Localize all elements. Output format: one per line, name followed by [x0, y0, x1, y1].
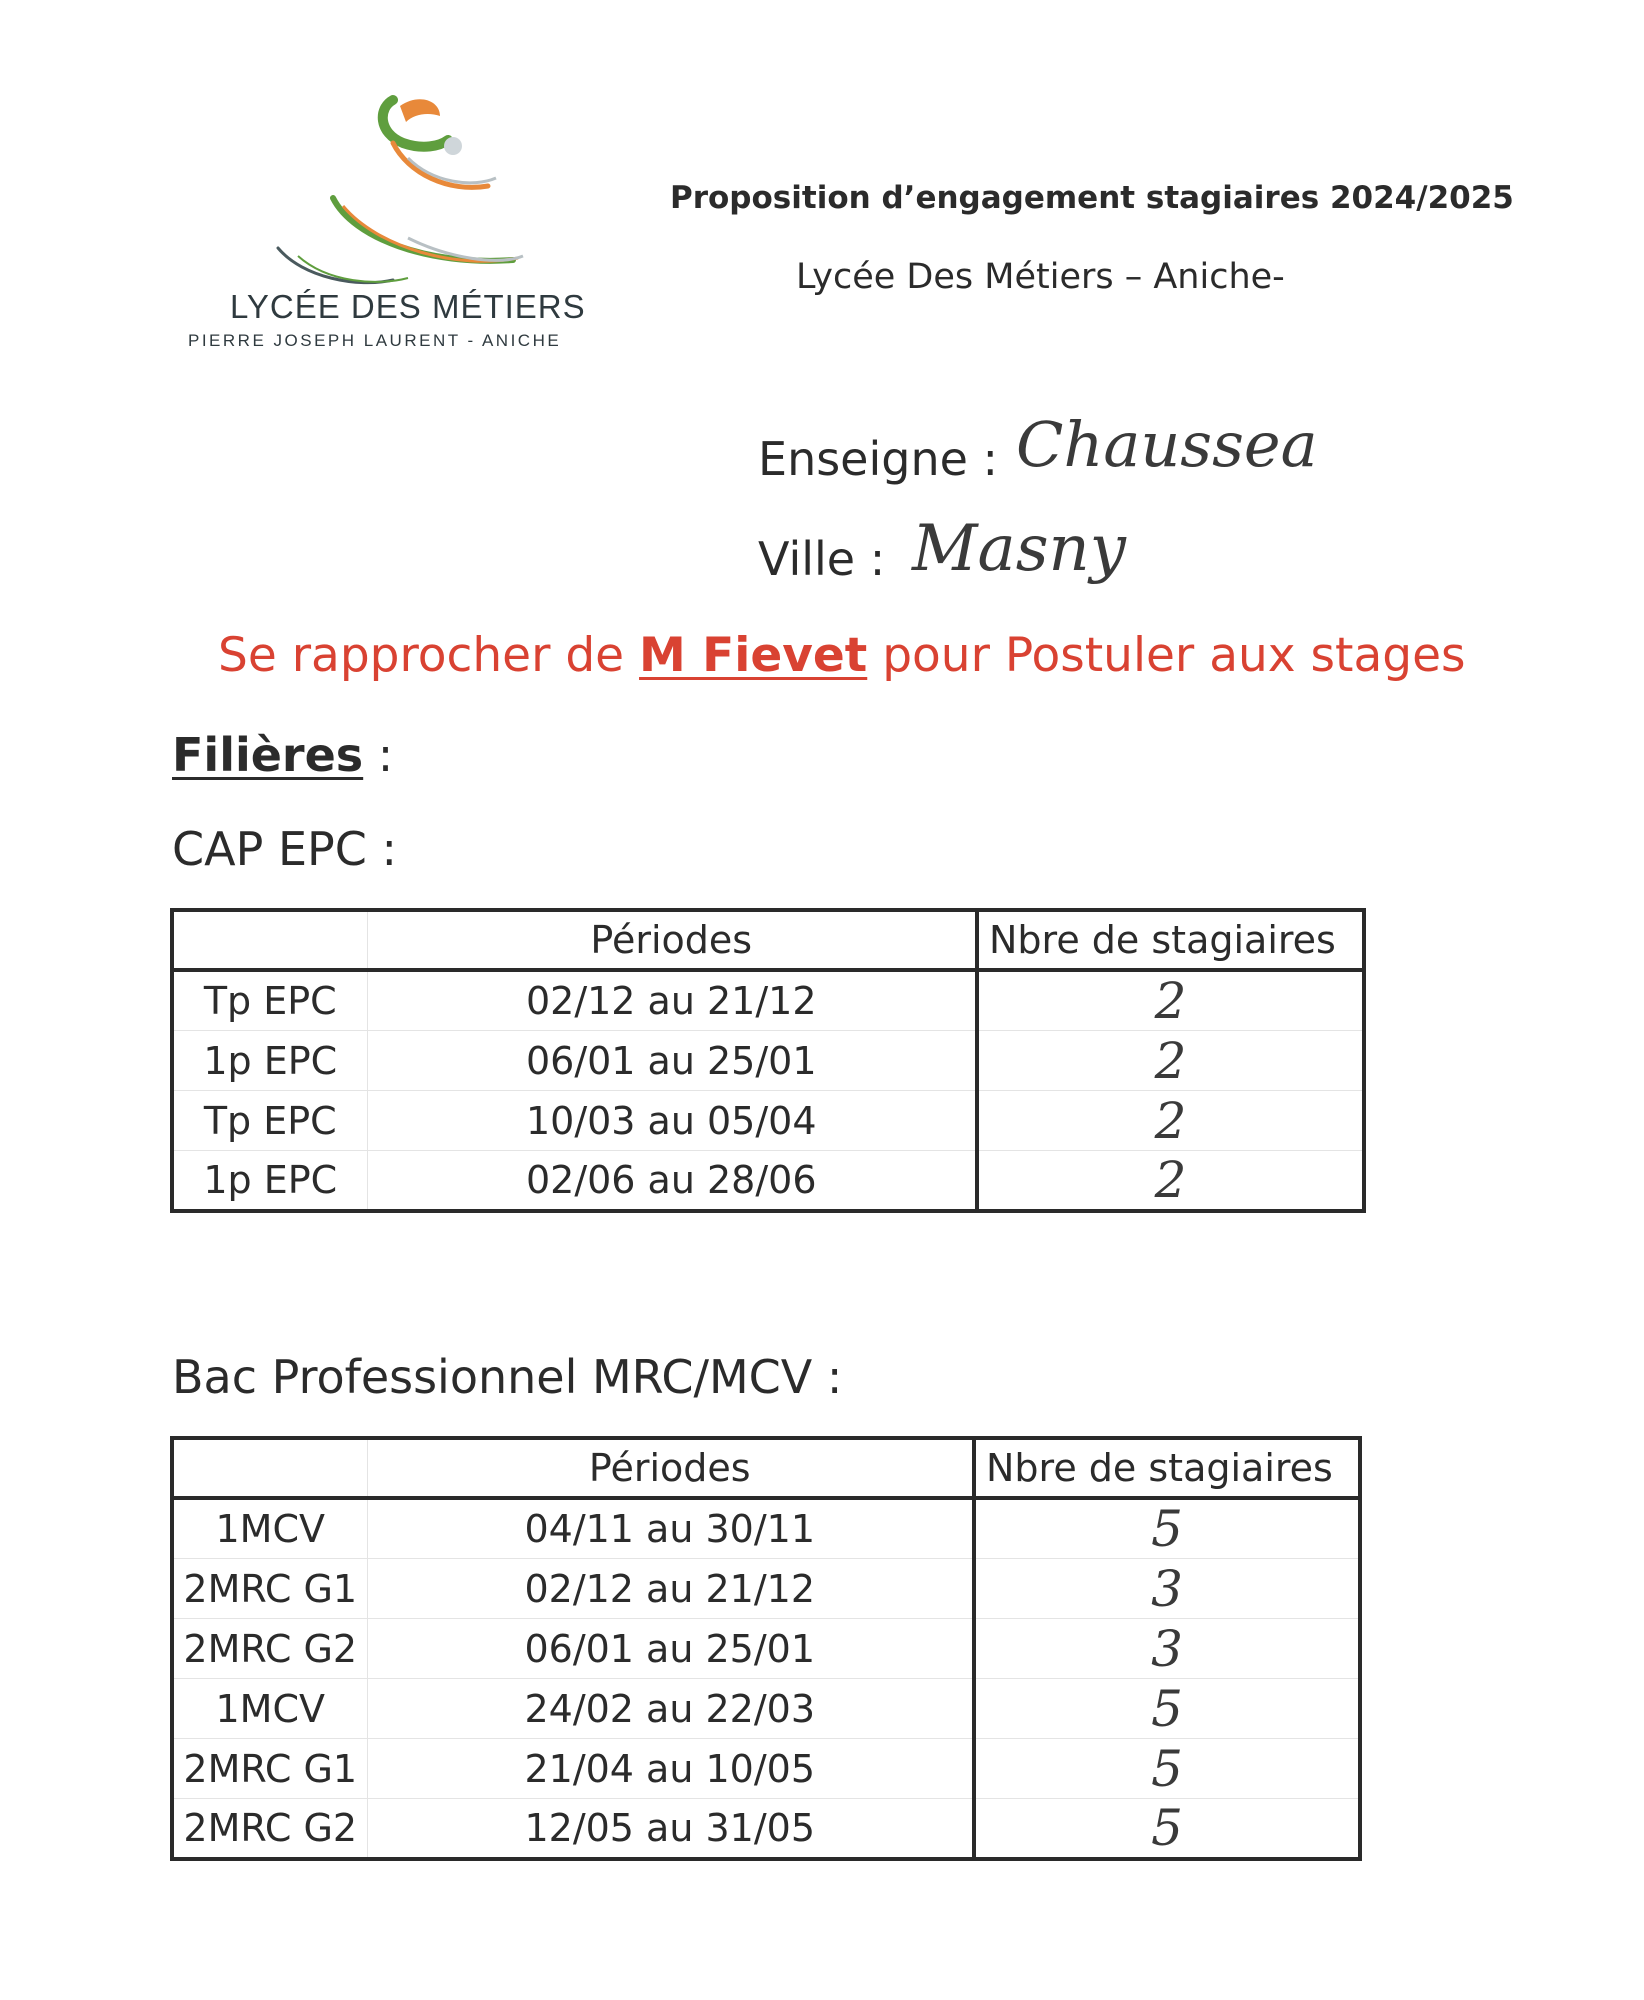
cell-count: 5	[974, 1498, 1360, 1559]
cell-period: 02/12 au 21/12	[525, 979, 817, 1023]
document-title: Proposition d’engagement stagiaires 2024/2025	[670, 180, 1514, 216]
table-bac-pro	[170, 1436, 1362, 1861]
header-cell-nbre: Nbre de stagiaires	[974, 1438, 1360, 1498]
header-cell-periodes: Périodes	[367, 1438, 974, 1498]
logo-swoosh-icon	[178, 88, 598, 288]
cell-period: 02/06 au 28/06	[367, 1151, 977, 1212]
enseigne-value: Chaussea	[1016, 408, 1318, 481]
ville-label: Ville :	[758, 532, 886, 586]
section-title-bac-pro: Bac Professionnel MRC/MCV :	[172, 1350, 843, 1404]
table-row	[172, 1559, 1360, 1619]
table-row	[172, 970, 1364, 1031]
cell-period: 24/02 au 22/03	[367, 1679, 974, 1739]
table-header-row	[172, 910, 1364, 970]
document-subtitle: Lycée Des Métiers – Aniche-	[796, 257, 1285, 297]
cell-count: 2	[977, 1031, 1364, 1091]
cell-count: 3	[974, 1559, 1360, 1619]
contact-notice	[218, 628, 1466, 683]
cell-group: Tp EPC	[172, 1091, 367, 1151]
cell-count: 2	[977, 1151, 1364, 1212]
filieres-heading	[172, 728, 393, 782]
table-row	[172, 1031, 1364, 1091]
table-row	[172, 1151, 1364, 1212]
table-row	[172, 1498, 1360, 1559]
cell-group: 1p EPC	[172, 1151, 367, 1212]
cell-count: 5	[974, 1799, 1360, 1860]
filieres-suffix: :	[363, 728, 394, 782]
cell-group: 1MCV	[172, 1498, 367, 1559]
table-row	[172, 1091, 1364, 1151]
logo-text-main: LYCÉE DES MÉTIERS	[230, 288, 586, 325]
section-title-cap-epc: CAP EPC :	[172, 822, 397, 876]
cell-group: 1MCV	[172, 1679, 367, 1739]
cell-group: 2MRC G1	[172, 1739, 367, 1799]
cell-period: 21/04 au 10/05	[367, 1739, 974, 1799]
cell-count: 2	[977, 970, 1364, 1031]
cell-count: 2	[977, 1091, 1364, 1151]
cell-group: 1p EPC	[172, 1031, 367, 1091]
ville-value: Masny	[912, 512, 1126, 586]
enseigne-label: Enseigne :	[758, 432, 999, 486]
cell-group: Tp EPC	[172, 970, 367, 1031]
header-cell-nbre: Nbre de stagiaires	[977, 910, 1364, 970]
notice-contact-name: M Fievet	[639, 628, 868, 683]
header-cell-periodes: Périodes	[367, 910, 977, 970]
cell-count: 3	[974, 1619, 1360, 1679]
school-logo	[178, 88, 598, 368]
cell-period: 04/11 au 30/11	[524, 1507, 816, 1551]
cell-count: 5	[974, 1739, 1360, 1799]
cell-period: 06/01 au 25/01	[367, 1619, 974, 1679]
table-row	[172, 1619, 1360, 1679]
header-cell-blank	[172, 1438, 367, 1498]
table-row	[172, 1799, 1360, 1860]
cell-count: 5	[974, 1679, 1360, 1739]
notice-text-before: Se rapprocher de	[218, 628, 640, 683]
cell-group: 2MRC G2	[172, 1799, 367, 1860]
header-cell-blank	[172, 910, 367, 970]
cell-period: 12/05 au 31/05	[367, 1799, 974, 1860]
cell-period: 10/03 au 05/04	[367, 1091, 977, 1151]
cell-group: 2MRC G1	[172, 1559, 367, 1619]
cell-period: 02/12 au 21/12	[367, 1559, 974, 1619]
filieres-label: Filières	[172, 728, 364, 782]
notice-text-after: pour Postuler aux stages	[867, 628, 1466, 683]
table-header-row	[172, 1438, 1360, 1498]
table-row	[172, 1739, 1360, 1799]
logo-text-sub: PIERRE JOSEPH LAURENT - ANICHE	[188, 331, 562, 350]
cell-period: 06/01 au 25/01	[367, 1031, 977, 1091]
table-cap-epc	[170, 908, 1366, 1213]
cell-group: 2MRC G2	[172, 1619, 367, 1679]
table-row	[172, 1679, 1360, 1739]
